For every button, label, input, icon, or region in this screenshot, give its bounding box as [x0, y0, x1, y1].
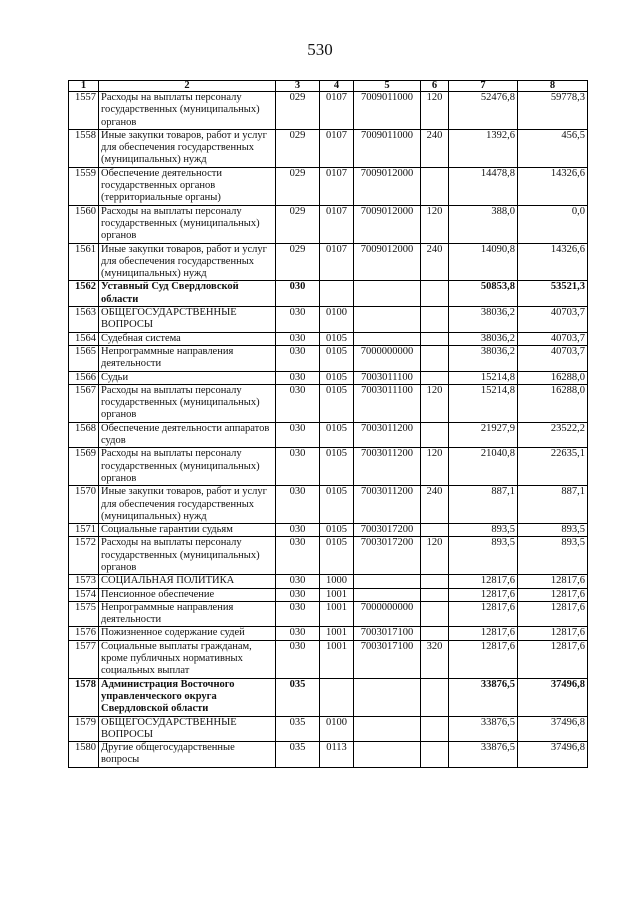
item-name-cell: Иные закупки товаров, работ и услуг для обеспечения государственных (муниципальных) нужд [99, 243, 276, 281]
amount-year-2-cell: 893,5 [518, 524, 588, 537]
section-code-cell: 1001 [320, 601, 354, 627]
table-row [69, 575, 588, 588]
table-row [69, 371, 588, 384]
section-code-cell: 1001 [320, 588, 354, 601]
section-code-cell: 1000 [320, 575, 354, 588]
column-header: 4 [320, 81, 354, 92]
amount-year-1-cell: 52476,8 [449, 92, 518, 130]
budget-table [68, 80, 588, 768]
target-article-cell: 7003011200 [354, 448, 421, 486]
row-number-cell: 1566 [69, 371, 99, 384]
amount-year-2-cell: 37496,8 [518, 716, 588, 742]
expense-type-cell [421, 716, 449, 742]
amount-year-1-cell: 21927,9 [449, 422, 518, 448]
amount-year-1-cell: 50853,8 [449, 281, 518, 307]
page-number: 530 [307, 40, 333, 59]
section-code-cell: 0113 [320, 742, 354, 768]
department-code-cell: 030 [276, 345, 320, 371]
expense-type-cell [421, 678, 449, 716]
amount-year-2-cell: 16288,0 [518, 371, 588, 384]
target-article-cell [354, 588, 421, 601]
amount-year-1-cell: 12817,6 [449, 627, 518, 640]
department-code-cell: 030 [276, 601, 320, 627]
table-row [69, 205, 588, 243]
expense-type-cell [421, 627, 449, 640]
section-code-cell: 0107 [320, 205, 354, 243]
target-article-cell [354, 716, 421, 742]
table-row [69, 601, 588, 627]
target-article-cell: 7000000000 [354, 345, 421, 371]
item-name-cell: Расходы на выплаты персоналу государственных (муниципальных) органов [99, 205, 276, 243]
amount-year-2-cell: 12817,6 [518, 575, 588, 588]
amount-year-2-cell: 40703,7 [518, 307, 588, 333]
section-code-cell: 0105 [320, 371, 354, 384]
table-row [69, 537, 588, 575]
section-code-cell: 0107 [320, 167, 354, 205]
item-name-cell: Непрограммные направления деятельности [99, 345, 276, 371]
amount-year-1-cell: 15214,8 [449, 371, 518, 384]
item-name-cell: ОБЩЕГОСУДАРСТВЕННЫЕ ВОПРОСЫ [99, 307, 276, 333]
table-row [69, 640, 588, 678]
expense-type-cell: 320 [421, 640, 449, 678]
department-code-cell: 030 [276, 588, 320, 601]
expense-type-cell [421, 332, 449, 345]
amount-year-2-cell: 14326,6 [518, 167, 588, 205]
row-number-cell: 1560 [69, 205, 99, 243]
item-name-cell: Расходы на выплаты персоналу государственных (муниципальных) органов [99, 537, 276, 575]
table-row [69, 384, 588, 422]
row-number-cell: 1557 [69, 92, 99, 130]
table-row [69, 167, 588, 205]
expense-type-cell [421, 742, 449, 768]
department-code-cell: 030 [276, 332, 320, 345]
target-article-cell: 7003011100 [354, 384, 421, 422]
row-number-cell: 1571 [69, 524, 99, 537]
amount-year-2-cell: 456,5 [518, 129, 588, 167]
target-article-cell: 7009011000 [354, 92, 421, 130]
expense-type-cell: 120 [421, 384, 449, 422]
department-code-cell: 029 [276, 92, 320, 130]
amount-year-1-cell: 38036,2 [449, 345, 518, 371]
target-article-cell [354, 742, 421, 768]
section-code-cell: 0105 [320, 448, 354, 486]
item-name-cell: Социальные выплаты гражданам, кроме публичных нормативных социальных выплат [99, 640, 276, 678]
amount-year-1-cell: 887,1 [449, 486, 518, 524]
column-header: 2 [99, 81, 276, 92]
column-header: 7 [449, 81, 518, 92]
expense-type-cell [421, 588, 449, 601]
item-name-cell: Расходы на выплаты персоналу государственных (муниципальных) органов [99, 448, 276, 486]
column-header: 5 [354, 81, 421, 92]
row-number-cell: 1579 [69, 716, 99, 742]
item-name-cell: СОЦИАЛЬНАЯ ПОЛИТИКА [99, 575, 276, 588]
table-row [69, 486, 588, 524]
row-number-cell: 1561 [69, 243, 99, 281]
table-row [69, 129, 588, 167]
target-article-cell: 7003011200 [354, 422, 421, 448]
item-name-cell: Расходы на выплаты персоналу государственных (муниципальных) органов [99, 92, 276, 130]
section-code-cell: 0105 [320, 486, 354, 524]
section-code-cell: 0105 [320, 332, 354, 345]
expense-type-cell: 240 [421, 129, 449, 167]
department-code-cell: 030 [276, 307, 320, 333]
item-name-cell: Администрация Восточного управленческого округа Свердловской области [99, 678, 276, 716]
amount-year-1-cell: 1392,6 [449, 129, 518, 167]
table-row [69, 243, 588, 281]
table-row [69, 345, 588, 371]
amount-year-2-cell: 22635,1 [518, 448, 588, 486]
table-row [69, 92, 588, 130]
item-name-cell: Обеспечение деятельности государственных органов (территориальные органы) [99, 167, 276, 205]
amount-year-1-cell: 38036,2 [449, 307, 518, 333]
expense-type-cell: 120 [421, 537, 449, 575]
section-code-cell [320, 678, 354, 716]
amount-year-2-cell: 16288,0 [518, 384, 588, 422]
expense-type-cell [421, 601, 449, 627]
item-name-cell: Иные закупки товаров, работ и услуг для обеспечения государственных (муниципальных) нужд [99, 486, 276, 524]
expense-type-cell [421, 575, 449, 588]
row-number-cell: 1577 [69, 640, 99, 678]
target-article-cell: 7009012000 [354, 167, 421, 205]
item-name-cell: Иные закупки товаров, работ и услуг для обеспечения государственных (муниципальных) нужд [99, 129, 276, 167]
amount-year-2-cell: 37496,8 [518, 742, 588, 768]
department-code-cell: 029 [276, 205, 320, 243]
item-name-cell: Другие общегосударственные вопросы [99, 742, 276, 768]
department-code-cell: 030 [276, 627, 320, 640]
department-code-cell: 029 [276, 129, 320, 167]
table-row [69, 627, 588, 640]
item-name-cell: Пенсионное обеспечение [99, 588, 276, 601]
amount-year-2-cell: 23522,2 [518, 422, 588, 448]
amount-year-2-cell: 12817,6 [518, 640, 588, 678]
amount-year-1-cell: 33876,5 [449, 716, 518, 742]
amount-year-1-cell: 893,5 [449, 524, 518, 537]
section-code-cell: 0107 [320, 129, 354, 167]
expense-type-cell [421, 524, 449, 537]
row-number-cell: 1580 [69, 742, 99, 768]
target-article-cell: 7003017200 [354, 537, 421, 575]
amount-year-2-cell: 12817,6 [518, 627, 588, 640]
target-article-cell: 7003017200 [354, 524, 421, 537]
department-code-cell: 030 [276, 537, 320, 575]
row-number-cell: 1567 [69, 384, 99, 422]
section-code-cell: 0107 [320, 92, 354, 130]
target-article-cell: 7003011200 [354, 486, 421, 524]
item-name-cell: Расходы на выплаты персоналу государственных (муниципальных) органов [99, 384, 276, 422]
target-article-cell [354, 678, 421, 716]
target-article-cell: 7003017100 [354, 640, 421, 678]
table-body [69, 92, 588, 768]
amount-year-2-cell: 12817,6 [518, 601, 588, 627]
target-article-cell [354, 307, 421, 333]
department-code-cell: 030 [276, 422, 320, 448]
row-number-cell: 1570 [69, 486, 99, 524]
table-row [69, 716, 588, 742]
amount-year-1-cell: 12817,6 [449, 640, 518, 678]
row-number-cell: 1563 [69, 307, 99, 333]
department-code-cell: 035 [276, 742, 320, 768]
row-number-cell: 1568 [69, 422, 99, 448]
column-header: 6 [421, 81, 449, 92]
expense-type-cell: 240 [421, 243, 449, 281]
department-code-cell: 029 [276, 243, 320, 281]
target-article-cell: 7000000000 [354, 601, 421, 627]
expense-type-cell: 120 [421, 448, 449, 486]
target-article-cell [354, 332, 421, 345]
row-number-cell: 1573 [69, 575, 99, 588]
target-article-cell: 7009011000 [354, 129, 421, 167]
section-code-cell: 1001 [320, 640, 354, 678]
table-row [69, 742, 588, 768]
target-article-cell: 7009012000 [354, 243, 421, 281]
table-row [69, 678, 588, 716]
amount-year-1-cell: 14478,8 [449, 167, 518, 205]
expense-type-cell: 120 [421, 205, 449, 243]
section-code-cell: 0105 [320, 422, 354, 448]
amount-year-1-cell: 893,5 [449, 537, 518, 575]
amount-year-2-cell: 53521,3 [518, 281, 588, 307]
row-number-cell: 1569 [69, 448, 99, 486]
item-name-cell: Социальные гарантии судьям [99, 524, 276, 537]
row-number-cell: 1574 [69, 588, 99, 601]
department-code-cell: 030 [276, 384, 320, 422]
target-article-cell: 7003017100 [354, 627, 421, 640]
row-number-cell: 1558 [69, 129, 99, 167]
section-code-cell: 0100 [320, 716, 354, 742]
table-row [69, 281, 588, 307]
section-code-cell: 0107 [320, 243, 354, 281]
amount-year-2-cell: 12817,6 [518, 588, 588, 601]
table-header-row [69, 81, 588, 92]
table-row [69, 332, 588, 345]
expense-type-cell [421, 371, 449, 384]
amount-year-2-cell: 40703,7 [518, 332, 588, 345]
section-code-cell [320, 281, 354, 307]
department-code-cell: 030 [276, 448, 320, 486]
expense-type-cell: 120 [421, 92, 449, 130]
department-code-cell: 030 [276, 281, 320, 307]
amount-year-2-cell: 37496,8 [518, 678, 588, 716]
amount-year-1-cell: 33876,5 [449, 742, 518, 768]
section-code-cell: 0105 [320, 345, 354, 371]
amount-year-1-cell: 12817,6 [449, 575, 518, 588]
row-number-cell: 1564 [69, 332, 99, 345]
row-number-cell: 1565 [69, 345, 99, 371]
amount-year-1-cell: 38036,2 [449, 332, 518, 345]
amount-year-2-cell: 40703,7 [518, 345, 588, 371]
table-row [69, 524, 588, 537]
department-code-cell: 030 [276, 486, 320, 524]
expense-type-cell [421, 345, 449, 371]
department-code-cell: 035 [276, 716, 320, 742]
row-number-cell: 1578 [69, 678, 99, 716]
expense-type-cell [421, 307, 449, 333]
amount-year-1-cell: 12817,6 [449, 601, 518, 627]
amount-year-1-cell: 388,0 [449, 205, 518, 243]
amount-year-1-cell: 14090,8 [449, 243, 518, 281]
section-code-cell: 0105 [320, 524, 354, 537]
target-article-cell: 7003011100 [354, 371, 421, 384]
column-header: 3 [276, 81, 320, 92]
section-code-cell: 0105 [320, 537, 354, 575]
department-code-cell: 030 [276, 575, 320, 588]
item-name-cell: Пожизненное содержание судей [99, 627, 276, 640]
table-row [69, 307, 588, 333]
department-code-cell: 030 [276, 524, 320, 537]
target-article-cell: 7009012000 [354, 205, 421, 243]
section-code-cell: 1001 [320, 627, 354, 640]
row-number-cell: 1572 [69, 537, 99, 575]
item-name-cell: Обеспечение деятельности аппаратов судов [99, 422, 276, 448]
row-number-cell: 1576 [69, 627, 99, 640]
department-code-cell: 030 [276, 640, 320, 678]
item-name-cell: Судебная система [99, 332, 276, 345]
expense-type-cell [421, 422, 449, 448]
table-row [69, 588, 588, 601]
amount-year-2-cell: 14326,6 [518, 243, 588, 281]
amount-year-2-cell: 0,0 [518, 205, 588, 243]
amount-year-2-cell: 59778,3 [518, 92, 588, 130]
target-article-cell [354, 281, 421, 307]
amount-year-1-cell: 21040,8 [449, 448, 518, 486]
amount-year-2-cell: 893,5 [518, 537, 588, 575]
column-header: 8 [518, 81, 588, 92]
amount-year-2-cell: 887,1 [518, 486, 588, 524]
amount-year-1-cell: 12817,6 [449, 588, 518, 601]
table-row [69, 448, 588, 486]
target-article-cell [354, 575, 421, 588]
item-name-cell: Уставный Суд Свердловской области [99, 281, 276, 307]
item-name-cell: Непрограммные направления деятельности [99, 601, 276, 627]
item-name-cell: Судьи [99, 371, 276, 384]
amount-year-1-cell: 33876,5 [449, 678, 518, 716]
row-number-cell: 1559 [69, 167, 99, 205]
department-code-cell: 029 [276, 167, 320, 205]
expense-type-cell: 240 [421, 486, 449, 524]
section-code-cell: 0105 [320, 384, 354, 422]
table-row [69, 422, 588, 448]
expense-type-cell [421, 167, 449, 205]
amount-year-1-cell: 15214,8 [449, 384, 518, 422]
item-name-cell: ОБЩЕГОСУДАРСТВЕННЫЕ ВОПРОСЫ [99, 716, 276, 742]
department-code-cell: 035 [276, 678, 320, 716]
row-number-cell: 1562 [69, 281, 99, 307]
expense-type-cell [421, 281, 449, 307]
row-number-cell: 1575 [69, 601, 99, 627]
column-header: 1 [69, 81, 99, 92]
department-code-cell: 030 [276, 371, 320, 384]
section-code-cell: 0100 [320, 307, 354, 333]
